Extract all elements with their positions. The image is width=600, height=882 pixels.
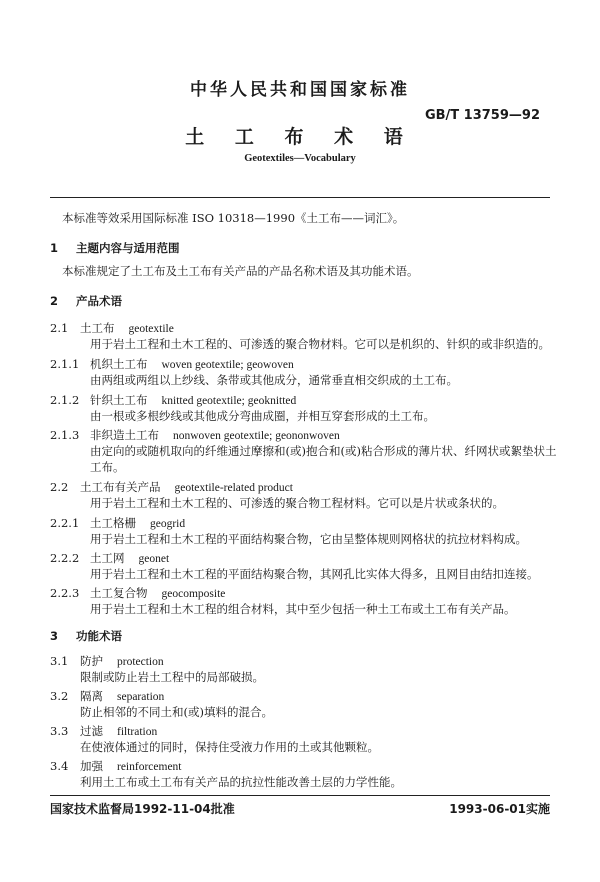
- term-name: 非织造土工布: [90, 428, 159, 442]
- term-name: 土工格栅: [90, 516, 136, 530]
- term-definition: 由定向的或随机取向的纤维通过摩擦和(或)抱合和(或)粘合形成的薄片状、纤网状或絮垫状土: [90, 444, 557, 458]
- term-definition: 在使液体通过的同时，保持住受液力作用的土或其他颗粒。: [80, 740, 379, 754]
- term-number: 2.1.3: [50, 428, 80, 442]
- section-number: 1: [50, 241, 59, 255]
- term-definition: 用于岩土工程和土木工程的平面结构聚合物，它由呈整体规则网格状的抗拉材料构成。: [90, 532, 527, 546]
- approval-date: 国家技术监督局1992-11-04批准: [50, 802, 235, 816]
- section-heading: [50, 293, 122, 309]
- term-english: woven geotextile; geowoven: [161, 359, 294, 371]
- top-rule: [50, 197, 550, 198]
- section-title: 主题内容与适用范围: [76, 241, 180, 255]
- term-entry: [50, 356, 294, 373]
- bottom-rule: [50, 795, 550, 796]
- section-title: 产品术语: [76, 294, 122, 308]
- term-number: 3.4: [50, 759, 69, 773]
- term-number: 2.1.2: [50, 393, 80, 407]
- implementation-date: 1993-06-01实施: [449, 802, 550, 816]
- term-definition: 限制或防止岩土工程中的局部破损。: [80, 670, 264, 684]
- section-number: 2: [50, 294, 59, 308]
- term-english: knitted geotextile; geoknitted: [161, 395, 297, 407]
- term-name: 隔离: [80, 689, 103, 703]
- term-english: separation: [117, 691, 165, 703]
- term-entry: [50, 515, 185, 532]
- term-english: geogrid: [150, 518, 186, 530]
- term-english: protection: [117, 656, 164, 668]
- term-entry: [50, 585, 225, 602]
- term-name: 加强: [80, 759, 103, 773]
- term-entry: [50, 479, 293, 496]
- term-name: 土工布: [80, 321, 115, 335]
- term-entry: [50, 550, 169, 567]
- term-definition-continued: 工布。: [90, 460, 125, 474]
- term-english: geonet: [138, 553, 170, 565]
- document-title: 土 工 布 术 语: [185, 126, 415, 148]
- term-number: 2.2.1: [50, 516, 80, 530]
- section-title: 功能术语: [76, 629, 122, 643]
- term-name: 土工复合物: [90, 586, 148, 600]
- term-definition: 用于岩土工程和土木工程的平面结构聚合物，其网孔比实体大得多，且网目由结扣连接。: [90, 567, 539, 581]
- term-definition: 由两组或两组以上纱线、条带或其他成分，通常垂直相交织成的土工布。: [90, 373, 458, 387]
- section-body: 本标准规定了土工布及土工布有关产品的产品名称术语及其功能术语。: [62, 264, 419, 278]
- term-definition: 利用土工布或土工布有关产品的抗拉性能改善土层的力学性能。: [80, 775, 402, 789]
- term-name: 过滤: [80, 724, 103, 738]
- term-number: 3.3: [50, 724, 69, 738]
- term-name: 机织土工布: [90, 357, 148, 371]
- term-number: 2.1.1: [50, 357, 80, 371]
- term-entry: [50, 758, 182, 775]
- term-english: filtration: [117, 726, 158, 738]
- term-entry: [50, 320, 174, 337]
- term-definition: 用于岩土工程和土木工程的、可渗透的聚合物工程材料。它可以是片状或条状的。: [90, 496, 504, 510]
- term-entry: [50, 392, 296, 409]
- term-number: 3.1: [50, 654, 69, 668]
- term-definition: 防止相邻的不同土和(或)填料的混合。: [80, 705, 273, 719]
- term-number: 2.2.2: [50, 551, 80, 565]
- term-english: geotextile-related product: [174, 482, 293, 494]
- term-entry: [50, 723, 157, 740]
- term-english: geocomposite: [161, 588, 226, 600]
- term-english: nonwoven geotextile; geononwoven: [173, 430, 340, 442]
- term-name: 防护: [80, 654, 103, 668]
- term-name: 土工布有关产品: [80, 480, 161, 494]
- section-number: 3: [50, 629, 59, 643]
- term-number: 2.2: [50, 480, 69, 494]
- term-definition: 用于岩土工程和土木工程的、可渗透的聚合物材料。它可以是机织的、针织的或非织造的。: [90, 337, 550, 351]
- term-entry: [50, 427, 340, 444]
- term-number: 2.1: [50, 321, 69, 335]
- section-heading: [50, 628, 122, 644]
- term-number: 2.2.3: [50, 586, 80, 600]
- national-standard-heading: 中华人民共和国国家标准: [190, 80, 410, 100]
- standard-number: GB/T 13759—92: [424, 108, 540, 123]
- intro-paragraph: 本标准等效采用国际标准 ISO 10318—1990《土工布——词汇》。: [62, 211, 405, 225]
- term-name: 针织土工布: [90, 393, 148, 407]
- section-heading: [50, 240, 180, 256]
- term-name: 土工网: [90, 551, 125, 565]
- term-english: reinforcement: [117, 761, 182, 773]
- term-definition: 由一根或多根纱线或其他成分弯曲成圈，并相互穿套形成的土工布。: [90, 409, 435, 423]
- term-english: geotextile: [128, 323, 174, 335]
- term-entry: [50, 688, 164, 705]
- term-entry: [50, 653, 164, 670]
- term-definition: 用于岩土工程和土木工程的组合材料，其中至少包括一种土工布或土工布有关产品。: [90, 602, 516, 616]
- term-number: 3.2: [50, 689, 69, 703]
- document-subtitle: Geotextiles—Vocabulary: [244, 153, 356, 164]
